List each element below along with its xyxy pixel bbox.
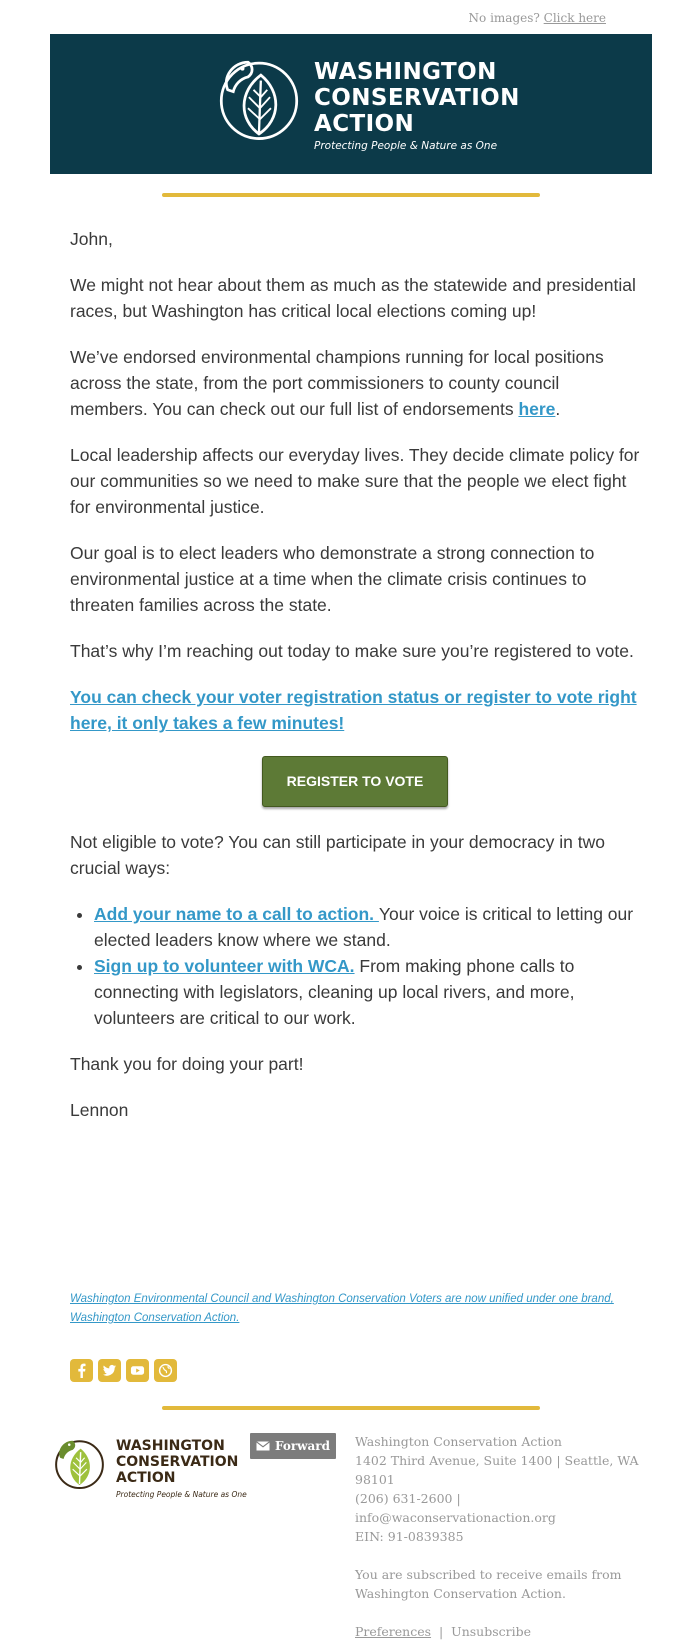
paragraph-2-text: We’ve endorsed environmental champions running for local positions across the state, from the port commissioners to county council members. You can check out our full list of endorsements xyxy=(70,347,604,419)
org-address: 1402 Third Avenue, Suite 1400 | Seattle, WA 98101 xyxy=(355,1453,639,1487)
subscription-notice: You are subscribed to receive emails from Washington Conservation Action. xyxy=(355,1567,622,1601)
list-item-text: From making phone calls to connecting with legislators, cleaning up local rivers, and more, volunteers are critical to our work. xyxy=(94,956,575,1028)
paragraph-2 xyxy=(70,344,640,422)
paragraph-6: Not eligible to vote? You can still participate in your democracy in two crucial ways: xyxy=(70,832,606,878)
envelope-icon xyxy=(256,1441,270,1451)
list-item xyxy=(94,953,640,1031)
paragraph-4: Our goal is to elect leaders who demonstrate a strong connection to environmental justice at a time when the climate crisis continues to threaten families across the state. xyxy=(70,543,595,615)
brand-name-line2: CONSERVATION xyxy=(314,85,520,111)
website-icon[interactable] xyxy=(154,1359,177,1382)
footer-brand-name-line3: ACTION xyxy=(116,1470,176,1486)
greeting: John, xyxy=(70,229,113,249)
preferences-link[interactable]: Preferences xyxy=(355,1624,432,1639)
twitter-icon[interactable] xyxy=(98,1359,121,1382)
paragraph-2-end: . xyxy=(555,399,561,419)
forward-button[interactable] xyxy=(250,1433,336,1459)
signature: Lennon xyxy=(70,1100,129,1120)
wca-logo-icon xyxy=(213,53,305,145)
spacer xyxy=(355,1546,655,1565)
register-to-vote-button[interactable]: REGISTER TO VOTE xyxy=(262,756,448,807)
endorsements-link[interactable]: here xyxy=(518,399,556,419)
cta-paragraph xyxy=(70,684,640,736)
email-body xyxy=(70,226,640,1143)
footer-brand-name-line1: WASHINGTON xyxy=(116,1438,225,1454)
footer-brand-tagline: Protecting People & Nature as One xyxy=(116,1490,247,1499)
footer-links xyxy=(355,1622,655,1641)
brand-name xyxy=(314,59,520,137)
unsubscribe-link[interactable]: Unsubscribe xyxy=(451,1624,532,1639)
ways-list xyxy=(70,901,640,1031)
org-ein: EIN: 91-0839385 xyxy=(355,1529,464,1544)
voter-registration-link[interactable]: You can check your voter registration status or register to vote right here, it only takes a few minutes! xyxy=(70,687,637,733)
unification-note-link[interactable]: Washington Environmental Council and Washington Conservation Voters are now unified under one brand, Washington Conservation Action. xyxy=(70,1293,614,1324)
view-online-link[interactable]: Click here xyxy=(543,11,606,25)
header-banner xyxy=(50,34,652,174)
spacer xyxy=(355,1603,655,1622)
list-item-text: Your voice is critical to letting our elected leaders know where we stand. xyxy=(94,904,634,950)
youtube-icon[interactable] xyxy=(126,1359,149,1382)
button-wrap xyxy=(70,756,640,807)
org-phone: (206) 631-2600 | xyxy=(355,1491,461,1506)
top-divider xyxy=(162,193,540,197)
facebook-icon[interactable] xyxy=(70,1359,93,1382)
link-separator: | xyxy=(439,1624,444,1639)
wca-footer-logo-icon xyxy=(51,1435,108,1492)
paragraph-5: That’s why I’m reaching out today to make sure you’re registered to vote. xyxy=(70,641,634,661)
footer-brand-name xyxy=(116,1438,238,1486)
brand-tagline: Protecting People & Nature as One xyxy=(314,140,498,152)
org-email: info@waconservationaction.org xyxy=(355,1510,556,1525)
volunteer-link[interactable]: Sign up to volunteer with WCA. xyxy=(94,956,355,976)
brand-name-line3: ACTION xyxy=(314,111,415,137)
social-links xyxy=(70,1359,177,1382)
closing: Thank you for doing your part! xyxy=(70,1054,304,1074)
forward-label: Forward xyxy=(274,1439,330,1453)
paragraph-1: We might not hear about them as much as the statewide and presidential races, but Washington has critical local elections coming up! xyxy=(70,275,636,321)
org-name: Washington Conservation Action xyxy=(355,1434,562,1449)
bottom-divider xyxy=(162,1406,540,1410)
no-images-text: No images? xyxy=(468,11,540,25)
footer-brand-name-line2: CONSERVATION xyxy=(116,1454,239,1470)
footer-info xyxy=(355,1432,655,1641)
paragraph-3: Local leadership affects our everyday lives. They decide climate policy for our communities so we need to make sure that the people we elect fight for environmental justice. xyxy=(70,445,640,517)
brand-name-line1: WASHINGTON xyxy=(314,59,497,85)
preheader xyxy=(469,11,606,25)
call-to-action-link[interactable]: Add your name to a call to action. xyxy=(94,904,379,924)
list-item xyxy=(94,901,640,953)
